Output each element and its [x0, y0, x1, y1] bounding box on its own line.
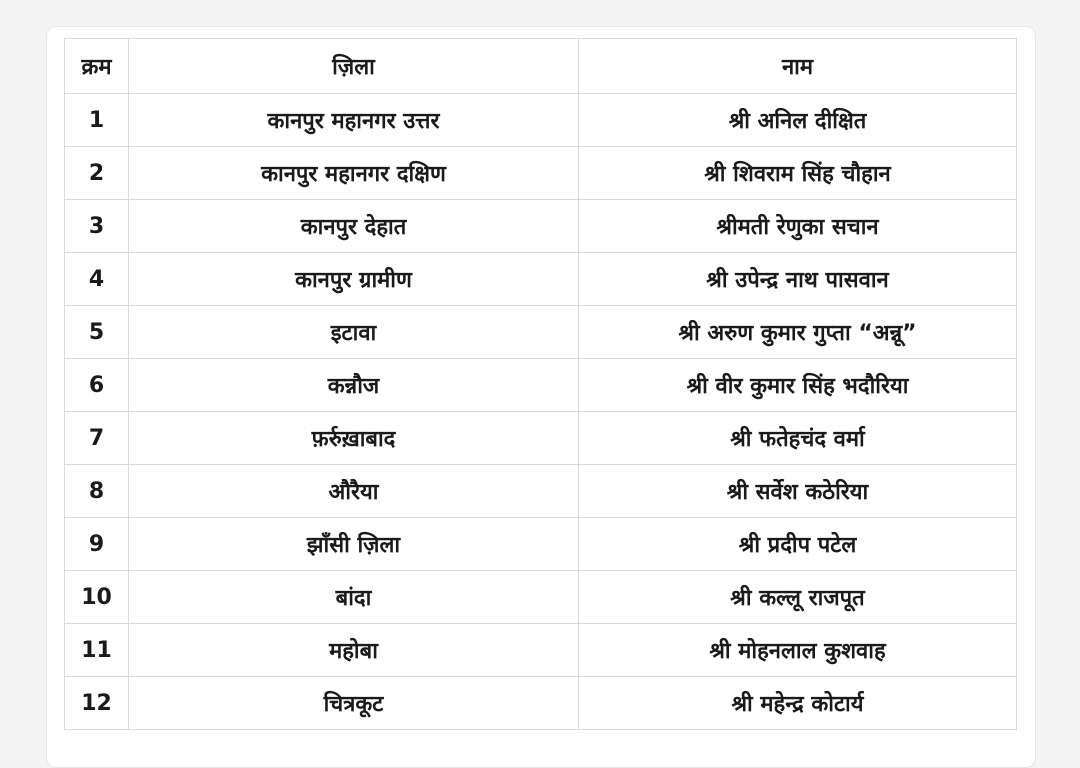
- name-cell: श्रीमती रेणुका सचान: [579, 200, 1017, 253]
- row-number-cell: 8: [65, 465, 129, 518]
- table-row: [65, 518, 1017, 571]
- name-cell: श्री शिवराम सिंह चौहान: [579, 147, 1017, 200]
- table-row: [65, 147, 1017, 200]
- row-number-cell: 2: [65, 147, 129, 200]
- row-number-cell: 1: [65, 94, 129, 147]
- name-cell: श्री प्रदीप पटेल: [579, 518, 1017, 571]
- table-row: [65, 571, 1017, 624]
- table-header: [65, 39, 1017, 94]
- table-header-row: [65, 39, 1017, 94]
- table-row: [65, 359, 1017, 412]
- district-cell: महोबा: [129, 624, 579, 677]
- row-number-cell: 4: [65, 253, 129, 306]
- name-cell: श्री कल्लू राजपूत: [579, 571, 1017, 624]
- row-number-cell: 9: [65, 518, 129, 571]
- row-number-cell: 5: [65, 306, 129, 359]
- table-body: [65, 94, 1017, 730]
- row-number-cell: 11: [65, 624, 129, 677]
- district-cell: बांदा: [129, 571, 579, 624]
- district-cell: कन्नौज: [129, 359, 579, 412]
- district-cell: इटावा: [129, 306, 579, 359]
- column-header-district: ज़िला: [129, 39, 579, 94]
- name-cell: श्री फतेहचंद वर्मा: [579, 412, 1017, 465]
- row-number-cell: 6: [65, 359, 129, 412]
- name-cell: श्री महेन्द्र कोटार्य: [579, 677, 1017, 730]
- district-cell: चित्रकूट: [129, 677, 579, 730]
- table-row: [65, 677, 1017, 730]
- name-cell: श्री उपेन्द्र नाथ पासवान: [579, 253, 1017, 306]
- district-cell: फ़र्रुख़ाबाद: [129, 412, 579, 465]
- table-row: [65, 624, 1017, 677]
- table-row: [65, 412, 1017, 465]
- row-number-cell: 3: [65, 200, 129, 253]
- district-cell: झाँसी ज़िला: [129, 518, 579, 571]
- table-row: [65, 253, 1017, 306]
- district-cell: कानपुर देहात: [129, 200, 579, 253]
- table-row: [65, 94, 1017, 147]
- table-row: [65, 465, 1017, 518]
- district-cell: कानपुर ग्रामीण: [129, 253, 579, 306]
- district-cell: कानपुर महानगर दक्षिण: [129, 147, 579, 200]
- district-roster-table: [64, 38, 1017, 730]
- district-cell: औरैया: [129, 465, 579, 518]
- row-number-cell: 12: [65, 677, 129, 730]
- row-number-cell: 10: [65, 571, 129, 624]
- name-cell: श्री सर्वेश कठेरिया: [579, 465, 1017, 518]
- table-row: [65, 200, 1017, 253]
- name-cell: श्री मोहनलाल कुशवाह: [579, 624, 1017, 677]
- row-number-cell: 7: [65, 412, 129, 465]
- district-cell: कानपुर महानगर उत्तर: [129, 94, 579, 147]
- name-cell: श्री वीर कुमार सिंह भदौरिया: [579, 359, 1017, 412]
- column-header-number: क्रम: [65, 39, 129, 94]
- name-cell: श्री अनिल दीक्षित: [579, 94, 1017, 147]
- name-cell: श्री अरुण कुमार गुप्ता “अन्नू”: [579, 306, 1017, 359]
- column-header-name: नाम: [579, 39, 1017, 94]
- table-row: [65, 306, 1017, 359]
